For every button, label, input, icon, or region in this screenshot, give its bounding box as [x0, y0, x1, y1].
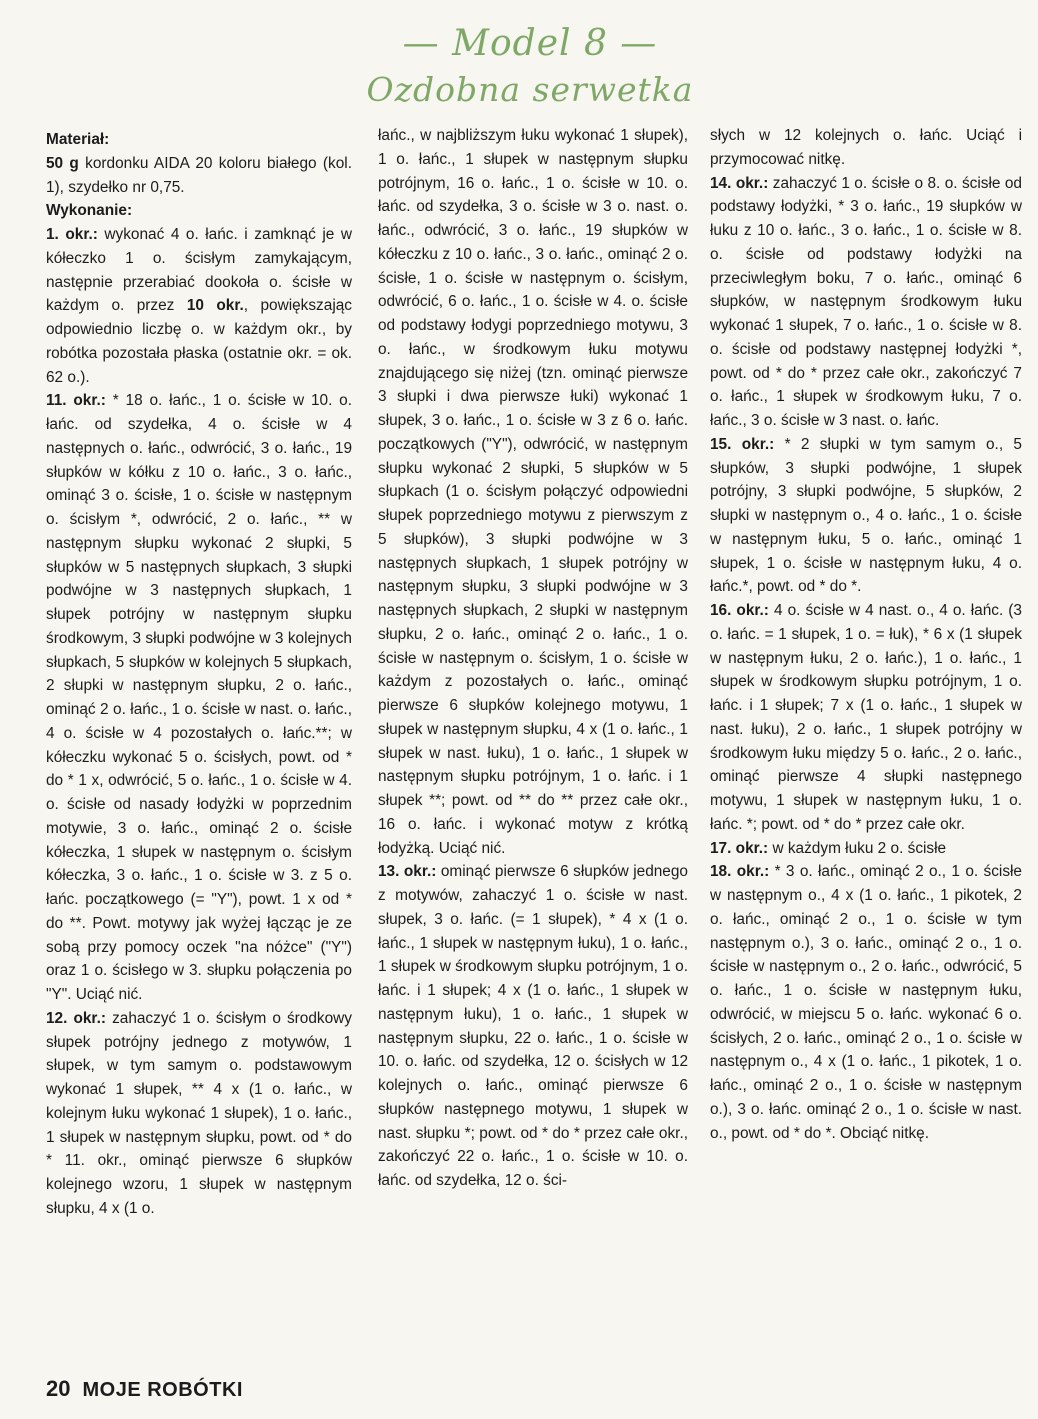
round-12-label: 12. okr.: [46, 1009, 106, 1027]
round-1-label: 1. okr.: [46, 226, 98, 243]
round-12-continued: łańc., w najbliższym łuku wykonać 1 słupek), 1 o. łańc., 1 słupek w następnym słupku potrójnym, 16 o. łańc., 1 o. ścisłe w 10. o. łańc. od szydełka, 3 o. ścisłe w 3 o. nast. o. łańc., odwrócić, 3 o. łańc., 19 słupków w kółeczku z 10 o. łańc., 3 o. łańc., ominąć 2 o. ścisłe, 1 o. ścisłe w następnym o. ścisłym, odwrócić, 6 o. łańc., 1 o. ścisłe w 4. o. ścisłe od podstawy łodygi poprzedniego motywu, 3 o. łańc., w środkowym łuku motywu znajdującego się niżej (tzn. ominąć pierwsze 3 słupki i dwa pierwsze łuki) wykonać 1 słupek, 3 o. łańc., 1 o. ścisłe w 3 z 6 o. łańc. początkowych ("Y"), odwrócić, w następnym słupku wykonać 2 słupki, 5 słupków w 5 słupkach (1 o. ścisłym połączyć odpowiedni słupek poprzedniego motywu z pierwszym z 5 słupków), 3 słupki podwójne w 3 następnych słupkach, 1 słupek potrójny w następnym słupku, 3 słupki podwójne w 3 następnych słupkach, 2 słupki w następnym słupku, 2 o. łańc., ominąć 2 o. łańc., 1 o. ścisłe w następnym o. ścisłym, 1 o. ścisłe w każdym z pozostałych o. łańc., ominąć pierwsze 6 słupków kolejnego motywu, 1 słupek w następnym słupku, 4 x (1 o. łańc., 1 słupek w nast. łuku), 1 o. łańc., 1 słupek w następnym słupku potrójnym, 1 o. łańc. i 1 słupek **; powt. od ** do ** przez całe okr., 16 o. łańc. i wykonać motyw z krótką łodyżką. Uciąć nić. [378, 127, 688, 857]
material-text: kordonku AIDA 20 koloru białego (kol. 1), szydełko nr 0,75. [46, 154, 352, 196]
execution-label: Wykonanie: [46, 202, 133, 220]
page-number: 20 [46, 1376, 71, 1401]
round-1-bold: 10 okr. [186, 297, 244, 315]
round-16-label: 16. okr.: [710, 602, 769, 619]
title-block [360, 22, 700, 110]
text-column-3 [710, 124, 1022, 1145]
page-footer [46, 1376, 243, 1402]
round-15-text: * 2 słupki w tym samym o., 5 słupków, 3 słupki podwójne, 1 słupek potrójny, 3 słupki podwójne, 5 słupków, 2 słupki w następnym o., 4 o. łańc., 1 o. ścisłe w następnym łuku, 5 o. łańc., ominąć 1 słupek, 1 o. ścisłe w następnym łuku, 4 o. łańc.*, powt. od * do *. [710, 435, 1022, 596]
round-11-label: 11. okr.: [46, 392, 106, 410]
round-11-text: * 18 o. łańc., 1 o. ścisłe w 10. o. łańc. od szydełka, 4 o. ścisłe w 4 następnych o. łańc., odwrócić, 3 o. łańc., 19 słupków w kółku z 10 o. łańc., 3 o. łańc., ominąć 3 o. ścisłe, 1 o. ścisłe w następnym o. ścisłym *, odwrócić, 2 o. łańc., ** w następnym słupku wykonać 2 słupki, 5 słupków w 5 następnych słupkach, 3 słupki podwójne w 3 następnych słupkach, 1 słupek potrójny w następnym słupku środkowym, 3 słupki podwójne w 3 kolejnych słupkach, 5 słupków w kolejnych 5 słupkach, 2 słupki w następnym słupku, 2 o. łańc., ominąć 2 o. łańc., 1 o. ścisłe w nast. o. łańc., 4 o. ścisłe w 4 pozostałych o. łańc.**; w kółeczku wykonać 5 o. ścisłych, powt. od * do * 1 x, odwrócić, 5 o. łańc., 1 o. ścisłe w 4. o. ścisłe od nasady łodyżki w poprzednim motywie, 3 o. łańc., ominąć 2 o. ścisłe kółeczka, 1 słupek w następnym o. ścisłym kółeczka, 3 o. łańc., 1 o. ścisłe w 3. z 5 o. łańc. początkowego (= "Y"), powt. 1 x od * do **. Powt. motywy jak wyżej łącząc je ze sobą przy pomocy oczek "na nóżce" ("Y") oraz 1 o. ścisłego w 3. słupku połączenia po "Y". Uciąć nić. [46, 392, 352, 1003]
text-column-2 [378, 124, 688, 1193]
round-14-text: zahaczyć 1 o. ścisłe o 8. o. ścisłe od podstawy łodyżki, * 3 o. łańc., 19 słupków w łuku z 10 o. łańc., 3 o. łańc., 1 o. ścisłe w 8. o. ścisłe od podstawy łodyżki na przeciwległym boku, 7 o. łańc., ominąć 6 słupków, w następnym środkowym łuku wykonać 1 słupek, 7 o. łańc., 1 o. ścisłe w 8. o. ścisłe od podstawy następnej łodyżki *, powt. od * do * przez całe okr., zakończyć 7 o. łańc., 1 słupek w środkowym łuku, 7 o. łańc., 3 o. ścisłe w 3 nast. o. łańc. [710, 174, 1022, 429]
round-1-text: wykonać 4 o. łańc. i zamknąć je w kółeczko 1 o. ścisłym zamykającym, następnie przerabiać dookoła o. ścisłe w każdym o. przez [46, 226, 352, 315]
round-18-label: 18. okr.: [710, 863, 770, 881]
round-15-label: 15. okr.: [710, 435, 775, 453]
round-18-text: * 3 o. łańc., ominąć 2 o., 1 o. ścisłe w następnym o., 4 x (1 o. łańc., 1 pikotek, 2 o. łańc., ominąć 2 o., 1 o. ścisłe w tym następnym o.), 3 o. łańc., ominąć 2 o., 1 o. ścisłe w następnym o., 2 o. łańc., odwrócić, 5 o. łańc., 1 o. ścisłe w następnym łuku, odwrócić, w miejscu 5 o. łańc. wykonać 6 o. ścisłych, 2 o. łańc., ominąć 2 o., 1 o. ścisłe w następnym o., 4 x (1 o. łańc., 1 pikotek, 1 o. łańc., ominąć 2 o., 1 o. ścisłe w następnym o.), 3 o. łańc. ominąć 2 o., 1 o. ścisłe w nast. o., powt. od * do *. Obciąć nitkę. [710, 863, 1022, 1142]
model-title: — Model 8 — [402, 23, 658, 64]
round-13-continued: słych w 12 kolejnych o. łańc. Uciąć i przymocować nitkę. [710, 127, 1022, 168]
magazine-name: MOJE ROBÓTKI [82, 1379, 243, 1401]
round-13-text: ominąć pierwsze 6 słupków jednego z motywów, zahaczyć 1 o. ścisłe w nast. słupek, 3 o. łańc. (= 1 słupek), * 4 x (1 o. łańc., 1 słupek w następnym łuku), 1 o. łańc., 1 słupek w środkowym słupku potrójnym, 1 o. łańc. i 1 słupek; 4 x (1 o. łańc., 1 słupek w następnym łuku), 1 o. łańc., 1 słupek w następnym słupku, 22 o. łańc., 1 o. ścisłe w 10. o. łańc. od szydełka, 12 o. ścisłych w 12 kolejnych o. łańc., ominąć pierwsze 6 słupków następnego motywu, 1 słupek w nast. słupku *; powt. od * do * przez całe okr., zakończyć 22 o. łańc., 1 o. ścisłe w 10. o. łańc. od szydełka, 12 o. ści- [378, 863, 688, 1189]
material-amount: 50 g [46, 154, 79, 172]
round-13-label: 13. okr.: [378, 863, 437, 881]
material-label: Materiał: [46, 131, 110, 148]
round-1-text-2: , powiększając odpowiednio liczbę o. w każdym okr., by robótka pozostała płaska (ostatnie okr. = ok. 62 o.). [46, 297, 352, 386]
model-subtitle: Ozdobna serwetka [366, 70, 694, 109]
round-17-label: 17. okr.: [710, 839, 769, 857]
round-12-text: zahaczyć 1 o. ścisłym o środkowy słupek potrójny jednego z motywów, 1 słupek, w tym samym o. podstawowym wykonać 1 słupek, ** 4 x (1 o. łańc., w kolejnym łuku wykonać 1 słupek), 1 o. łańc., 1 słupek w następnym słupku, powt. od * do * 11. okr., ominąć pierwsze 6 słupków kolejnego wzoru, 1 słupek w następnym słupku, 4 x (1 o. [46, 1009, 352, 1217]
round-17-text: w każdym łuku 2 o. ścisłe [772, 839, 947, 857]
text-column-1 [46, 128, 352, 1221]
round-14-label: 14. okr.: [710, 174, 769, 192]
round-16-text: 4 o. ścisłe w 4 nast. o., 4 o. łańc. (3 o. łańc. = 1 słupek, 1 o. = łuk), * 6 x (1 słupek w następnym łuku, 2 o. łańc.), 1 o. łańc., 1 słupek w środkowym słupku potrójnym, 1 o. łańc. i 1 słupek; 7 x (1 o. łańc., 1 słupek w nast. łuku), 2 o. łańc., 1 słupek potrójny w środkowym łuku między 5 o. łańc., 2 o. łańc., ominąć pierwsze 4 słupki następnego motywu, 1 słupek w następnym łuku, 1 o. łańc. *; powt. od * do * przez całe okr. [710, 602, 1022, 833]
